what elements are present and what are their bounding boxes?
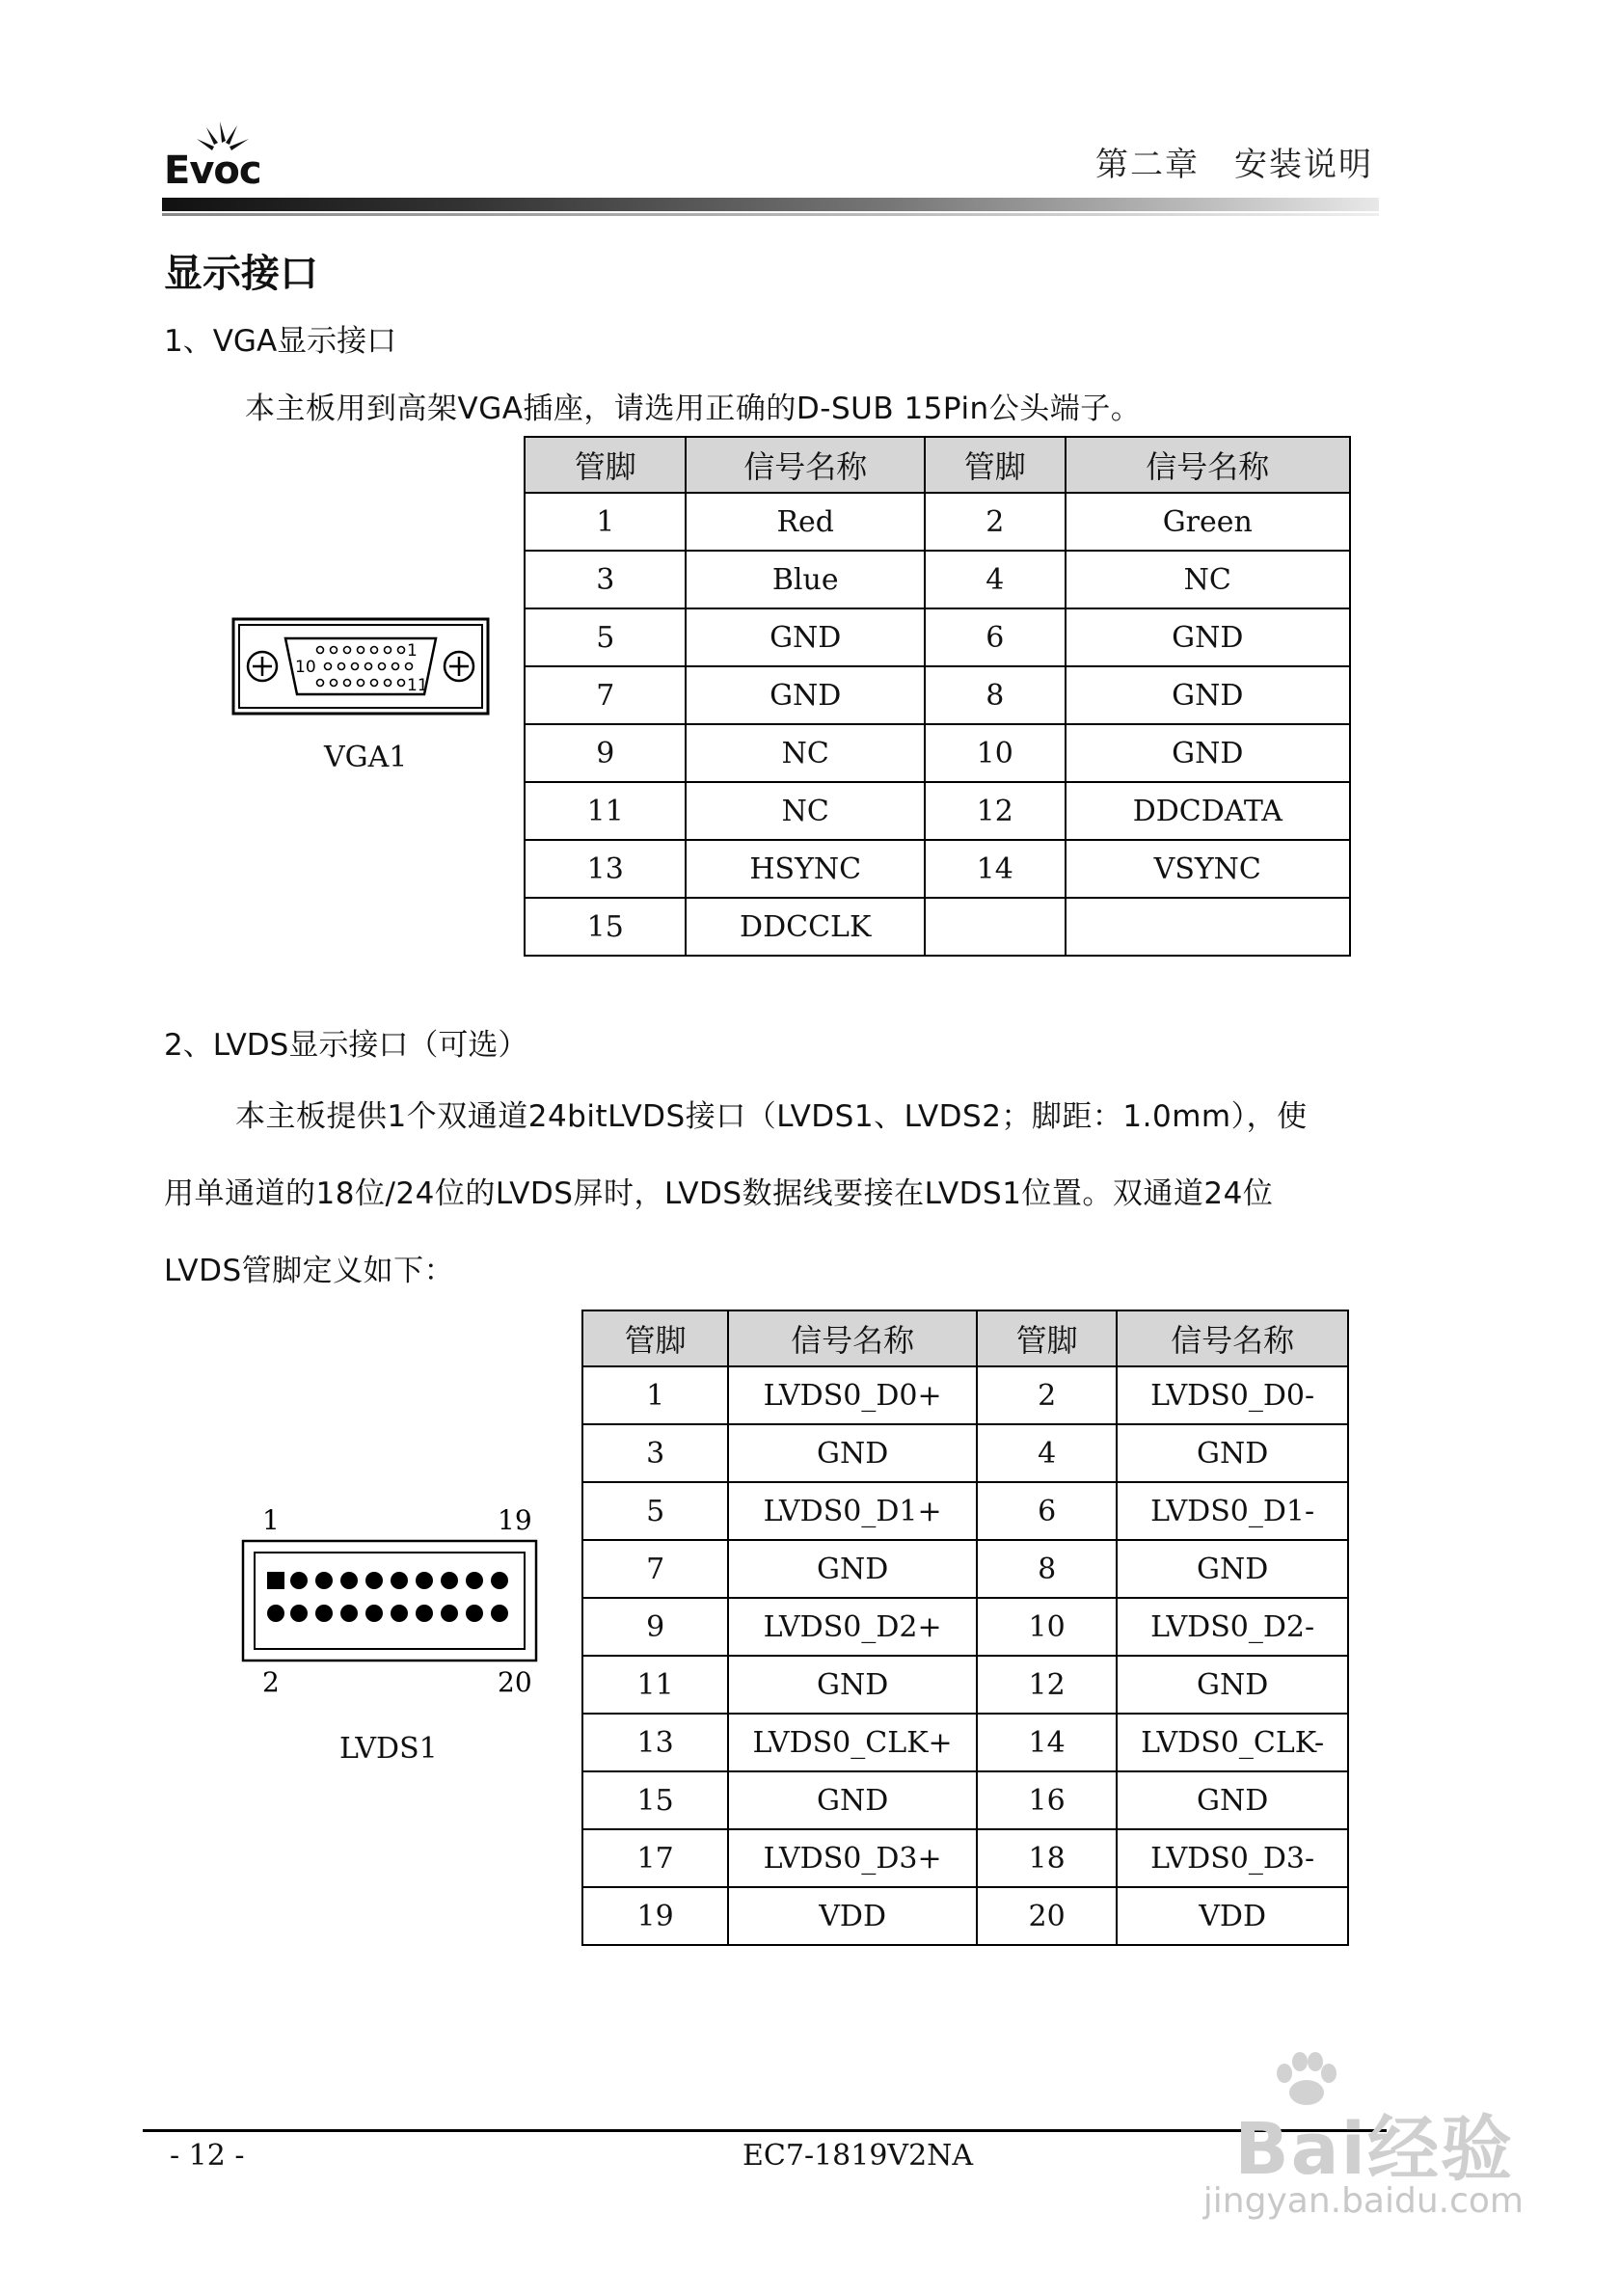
signal-name: LVDS0_D3- bbox=[1117, 1829, 1348, 1887]
pin-number: 13 bbox=[582, 1714, 728, 1771]
pin-number: 5 bbox=[525, 608, 686, 666]
pin-number: 2 bbox=[925, 493, 1066, 551]
pin-number: 11 bbox=[525, 782, 686, 840]
lvds-table-header bbox=[582, 1310, 1348, 1366]
signal-name: LVDS0_D0- bbox=[1117, 1366, 1348, 1424]
signal-name: GND bbox=[728, 1656, 977, 1714]
pin-number: 15 bbox=[525, 898, 686, 956]
pin-number: 12 bbox=[925, 782, 1066, 840]
lvds-para-line-3: LVDS管脚定义如下： bbox=[164, 1254, 455, 1288]
signal-name: LVDS0_D2+ bbox=[728, 1598, 977, 1656]
vga-connector-diagram bbox=[231, 617, 490, 716]
table-row bbox=[525, 551, 1350, 608]
pin-number: 1 bbox=[525, 493, 686, 551]
document-id: EC7-1819V2NA bbox=[742, 2139, 974, 2173]
lvds-connector-label: LVDS1 bbox=[339, 1732, 438, 1766]
signal-name: LVDS0_CLK+ bbox=[728, 1714, 977, 1771]
vga-connector-label: VGA1 bbox=[324, 741, 408, 774]
pin-number: 20 bbox=[977, 1887, 1117, 1945]
table-row bbox=[582, 1771, 1348, 1829]
lvds-pin-table bbox=[581, 1310, 1349, 1946]
pin-number: 9 bbox=[582, 1598, 728, 1656]
signal-name: VDD bbox=[1117, 1887, 1348, 1945]
svg-text:11: 11 bbox=[407, 676, 428, 695]
pin-number: 8 bbox=[925, 666, 1066, 724]
signal-name: LVDS0_D2- bbox=[1117, 1598, 1348, 1656]
pin-number: 5 bbox=[582, 1482, 728, 1540]
pin-number: 17 bbox=[582, 1829, 728, 1887]
column-header: 管脚 bbox=[525, 437, 686, 493]
signal-name: GND bbox=[1117, 1540, 1348, 1598]
header-divider-thin bbox=[162, 213, 1379, 216]
signal-name: NC bbox=[686, 782, 925, 840]
vga-heading: 1、VGA显示接口 bbox=[164, 324, 397, 359]
signal-name: DDCDATA bbox=[1066, 782, 1350, 840]
svg-text:1: 1 bbox=[407, 641, 418, 661]
vga-table-header bbox=[525, 437, 1350, 493]
svg-text:19: 19 bbox=[498, 1504, 532, 1536]
pin-number: 4 bbox=[977, 1424, 1117, 1482]
lvds-heading: 2、LVDS显示接口（可选） bbox=[164, 1028, 528, 1063]
column-header: 信号名称 bbox=[1066, 437, 1350, 493]
signal-name: GND bbox=[728, 1424, 977, 1482]
signal-name: Green bbox=[1066, 493, 1350, 551]
column-header: 管脚 bbox=[925, 437, 1066, 493]
table-row bbox=[525, 493, 1350, 551]
watermark-url: jingyan.baidu.com bbox=[1202, 2181, 1524, 2221]
footer-divider bbox=[143, 2129, 1387, 2132]
table-row bbox=[582, 1366, 1348, 1424]
table-row bbox=[525, 782, 1350, 840]
svg-text:2: 2 bbox=[262, 1666, 280, 1698]
table-row bbox=[525, 608, 1350, 666]
pin-number: 13 bbox=[525, 840, 686, 898]
signal-name: Blue bbox=[686, 551, 925, 608]
signal-name: HSYNC bbox=[686, 840, 925, 898]
table-row bbox=[582, 1540, 1348, 1598]
pin-number: 8 bbox=[977, 1540, 1117, 1598]
pin-number: 7 bbox=[582, 1540, 728, 1598]
watermark-brand: Bai经验 bbox=[1234, 2108, 1514, 2191]
logo-text: Evoc bbox=[164, 149, 261, 191]
signal-name: GND bbox=[686, 666, 925, 724]
table-row bbox=[582, 1482, 1348, 1540]
pin-number: 19 bbox=[582, 1887, 728, 1945]
pin-number: 3 bbox=[525, 551, 686, 608]
evoc-logo bbox=[162, 114, 278, 191]
signal-name: GND bbox=[1066, 666, 1350, 724]
section-title: 显示接口 bbox=[164, 252, 318, 296]
pin-number: 14 bbox=[925, 840, 1066, 898]
signal-name: LVDS0_D1+ bbox=[728, 1482, 977, 1540]
pin-number: 14 bbox=[977, 1714, 1117, 1771]
pin-number: 1 bbox=[582, 1366, 728, 1424]
pin-number: 3 bbox=[582, 1424, 728, 1482]
svg-text:1: 1 bbox=[262, 1504, 280, 1536]
signal-name: GND bbox=[686, 608, 925, 666]
pin-number: 6 bbox=[977, 1482, 1117, 1540]
pin-number: 15 bbox=[582, 1771, 728, 1829]
signal-name: GND bbox=[1066, 608, 1350, 666]
signal-name: DDCCLK bbox=[686, 898, 925, 956]
signal-name: GND bbox=[1117, 1424, 1348, 1482]
signal-name: GND bbox=[1117, 1656, 1348, 1714]
pin-number: 10 bbox=[977, 1598, 1117, 1656]
signal-name: GND bbox=[1117, 1771, 1348, 1829]
column-header: 信号名称 bbox=[686, 437, 925, 493]
svg-text:20: 20 bbox=[498, 1666, 532, 1698]
pin-number bbox=[925, 898, 1066, 956]
pin-number: 16 bbox=[977, 1771, 1117, 1829]
table-row bbox=[525, 840, 1350, 898]
table-row bbox=[582, 1887, 1348, 1945]
pin-number: 7 bbox=[525, 666, 686, 724]
signal-name: VDD bbox=[728, 1887, 977, 1945]
table-row bbox=[582, 1656, 1348, 1714]
column-header: 信号名称 bbox=[1117, 1310, 1348, 1366]
signal-name: LVDS0_D0+ bbox=[728, 1366, 977, 1424]
signal-name: Red bbox=[686, 493, 925, 551]
column-header: 管脚 bbox=[582, 1310, 728, 1366]
header-divider bbox=[162, 198, 1379, 211]
signal-name: LVDS0_D3+ bbox=[728, 1829, 977, 1887]
page-number: - 12 - bbox=[170, 2139, 245, 2173]
table-row bbox=[582, 1598, 1348, 1656]
signal-name: GND bbox=[1066, 724, 1350, 782]
signal-name: NC bbox=[1066, 551, 1350, 608]
column-header: 信号名称 bbox=[728, 1310, 977, 1366]
signal-name: NC bbox=[686, 724, 925, 782]
table-row bbox=[525, 898, 1350, 956]
lvds-para-line-1: 本主板提供1个双通道24bitLVDS接口（LVDS1、LVDS2；脚距：1.0mm），使 bbox=[235, 1099, 1308, 1134]
table-row bbox=[582, 1424, 1348, 1482]
table-row bbox=[525, 724, 1350, 782]
lvds-connector-diagram bbox=[235, 1500, 544, 1701]
signal-name: GND bbox=[728, 1540, 977, 1598]
pin-number: 9 bbox=[525, 724, 686, 782]
vga-pin-table bbox=[524, 436, 1351, 957]
pin-number: 12 bbox=[977, 1656, 1117, 1714]
table-row bbox=[582, 1714, 1348, 1771]
signal-name bbox=[1066, 898, 1350, 956]
signal-name: LVDS0_CLK- bbox=[1117, 1714, 1348, 1771]
column-header: 管脚 bbox=[977, 1310, 1117, 1366]
vga-intro: 本主板用到高架VGA插座，请选用正确的D-SUB 15Pin公头端子。 bbox=[245, 392, 1142, 426]
signal-name: GND bbox=[728, 1771, 977, 1829]
signal-name: LVDS0_D1- bbox=[1117, 1482, 1348, 1540]
pin-number: 18 bbox=[977, 1829, 1117, 1887]
lvds-para-line-2: 用单通道的18位/24位的LVDS屏时，LVDS数据线要接在LVDS1位置。双通道24位 bbox=[164, 1176, 1274, 1211]
pin-number: 11 bbox=[582, 1656, 728, 1714]
table-row bbox=[582, 1829, 1348, 1887]
chapter-title: 第二章 安装说明 bbox=[1095, 146, 1373, 184]
table-row bbox=[525, 666, 1350, 724]
pin-number: 2 bbox=[977, 1366, 1117, 1424]
signal-name: VSYNC bbox=[1066, 840, 1350, 898]
pin-number: 6 bbox=[925, 608, 1066, 666]
pin-number: 10 bbox=[925, 724, 1066, 782]
svg-text:10: 10 bbox=[295, 658, 316, 677]
pin-number: 4 bbox=[925, 551, 1066, 608]
